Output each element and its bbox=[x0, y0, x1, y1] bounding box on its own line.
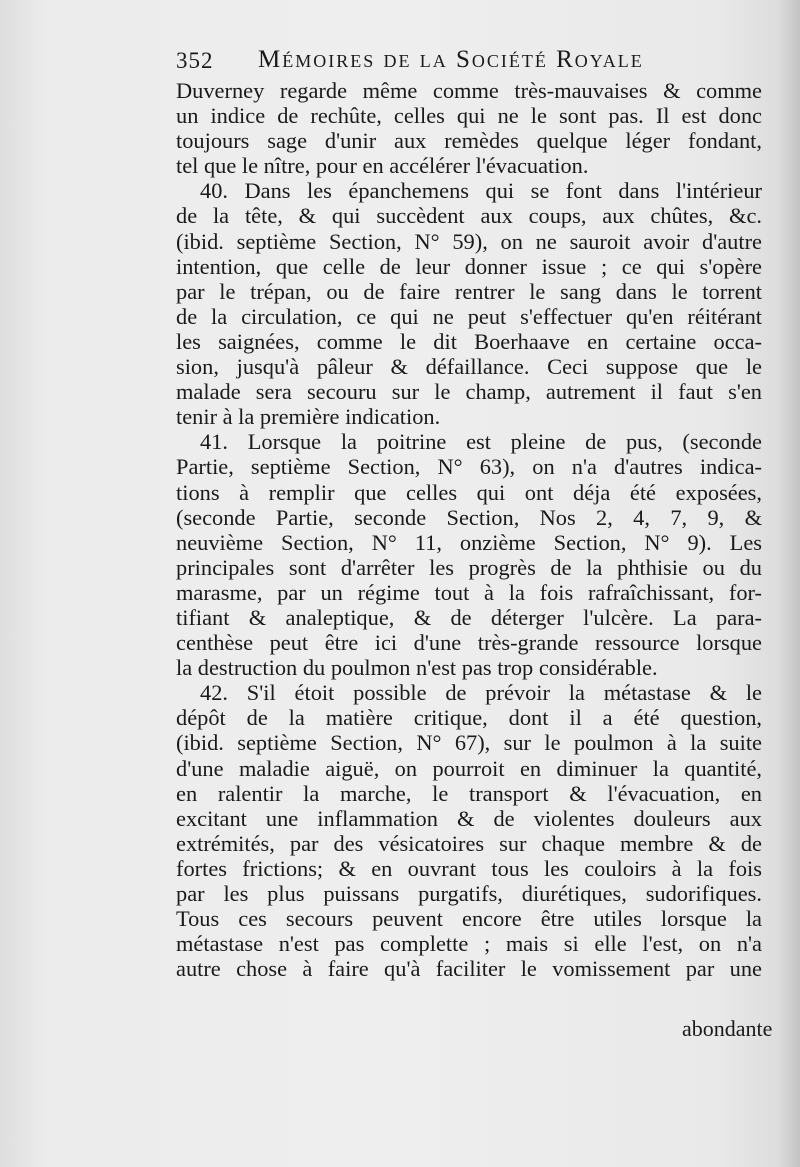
text-line: Tous ces secours peuvent encore être utiles lorsque la bbox=[176, 906, 762, 932]
text-line: en ralentir la marche, le transport & l'évacuation, en bbox=[176, 780, 762, 806]
text-line: (ibid. septième Section, N° 67), sur le poulmon à la suite bbox=[176, 730, 762, 756]
text-line: excitant une inflammation & de violentes douleurs aux bbox=[176, 805, 762, 831]
text-line: neuvième Section, N° 11, onzième Section, N° 9). Les bbox=[176, 529, 762, 555]
paragraph-41-start: 41. Lorsque la poitrine est pleine de pus, (seconde bbox=[200, 429, 762, 455]
text-line: tel que le nître, pour en accélérer l'évacuation. bbox=[176, 153, 589, 179]
body-text bbox=[176, 78, 762, 981]
running-head: Mémoires de la Société Royale bbox=[258, 46, 644, 73]
page-number: 352 bbox=[176, 48, 214, 73]
text-line: tifiant & analeptique, & de déterger l'ulcère. La para- bbox=[176, 604, 762, 630]
text-line: de la tête, & qui succèdent aux coups, aux chûtes, &c. bbox=[176, 203, 762, 229]
text-line: fortes frictions; & en ouvrant tous les couloirs à la fois bbox=[176, 855, 762, 881]
text-line: intention, que celle de leur donner issue ; ce qui s'opère bbox=[176, 253, 762, 279]
text-line: tions à remplir que celles qui ont déja été exposées, bbox=[176, 479, 762, 505]
paragraph-42-start: 42. S'il étoit possible de prévoir la métastase & le bbox=[200, 680, 762, 706]
text-line: par les plus puissans purgatifs, diurétiques, sudorifiques. bbox=[176, 881, 762, 906]
text-line: Duverney regarde même comme très-mauvaises & comme bbox=[176, 78, 762, 103]
text-line: (ibid. septième Section, N° 59), on ne sauroit avoir d'autre bbox=[176, 228, 762, 254]
text-line: malade sera secouru sur le champ, autrement il faut s'en bbox=[176, 379, 762, 405]
text-line: dépôt de la matière critique, dont il a été question, bbox=[176, 705, 762, 731]
text-line: sion, jusqu'à pâleur & défaillance. Ceci suppose que le bbox=[176, 354, 762, 380]
paragraph-40-start: 40. Dans les épanchemens qui se font dans l'intérieur bbox=[200, 178, 762, 204]
text-line: de la circulation, ce qui ne peut s'effectuer qu'en réitérant bbox=[176, 303, 762, 329]
text-line: un indice de rechûte, celles qui ne le sont pas. Il est donc bbox=[176, 103, 762, 129]
text-line: tenir à la première indication. bbox=[176, 404, 441, 430]
text-line: toujours sage d'unir aux remèdes quelque léger fondant, bbox=[176, 128, 762, 154]
text-line: métastase n'est pas complette ; mais si elle l'est, on n'a bbox=[176, 931, 762, 957]
text-line: extrémités, par des vésicatoires sur chaque membre & de bbox=[176, 830, 762, 856]
text-line: principales sont d'arrêter les progrès de la phthisie ou du bbox=[176, 554, 762, 580]
text-line: centhèse peut être ici d'une très-grande ressource lorsque bbox=[176, 630, 762, 656]
text-line: les saignées, comme le dit Boerhaave en certaine occa- bbox=[176, 328, 762, 354]
text-line: Partie, septième Section, N° 63), on n'a d'autres indica- bbox=[176, 454, 762, 480]
catchword: abondante bbox=[682, 1016, 773, 1041]
text-line: autre chose à faire qu'à faciliter le vomissement par une bbox=[176, 956, 762, 982]
text-line: (seconde Partie, seconde Section, Nos 2, 4, 7, 9, & bbox=[176, 504, 762, 530]
text-line: d'une maladie aiguë, on pourroit en diminuer la quantité, bbox=[176, 755, 762, 781]
text-line: marasme, par un régime tout à la fois rafraîchissant, for- bbox=[176, 579, 762, 605]
text-line: la destruction du poulmon n'est pas trop considérable. bbox=[176, 655, 658, 681]
text-line: par le trépan, ou de faire rentrer le sang dans le torrent bbox=[176, 278, 762, 304]
